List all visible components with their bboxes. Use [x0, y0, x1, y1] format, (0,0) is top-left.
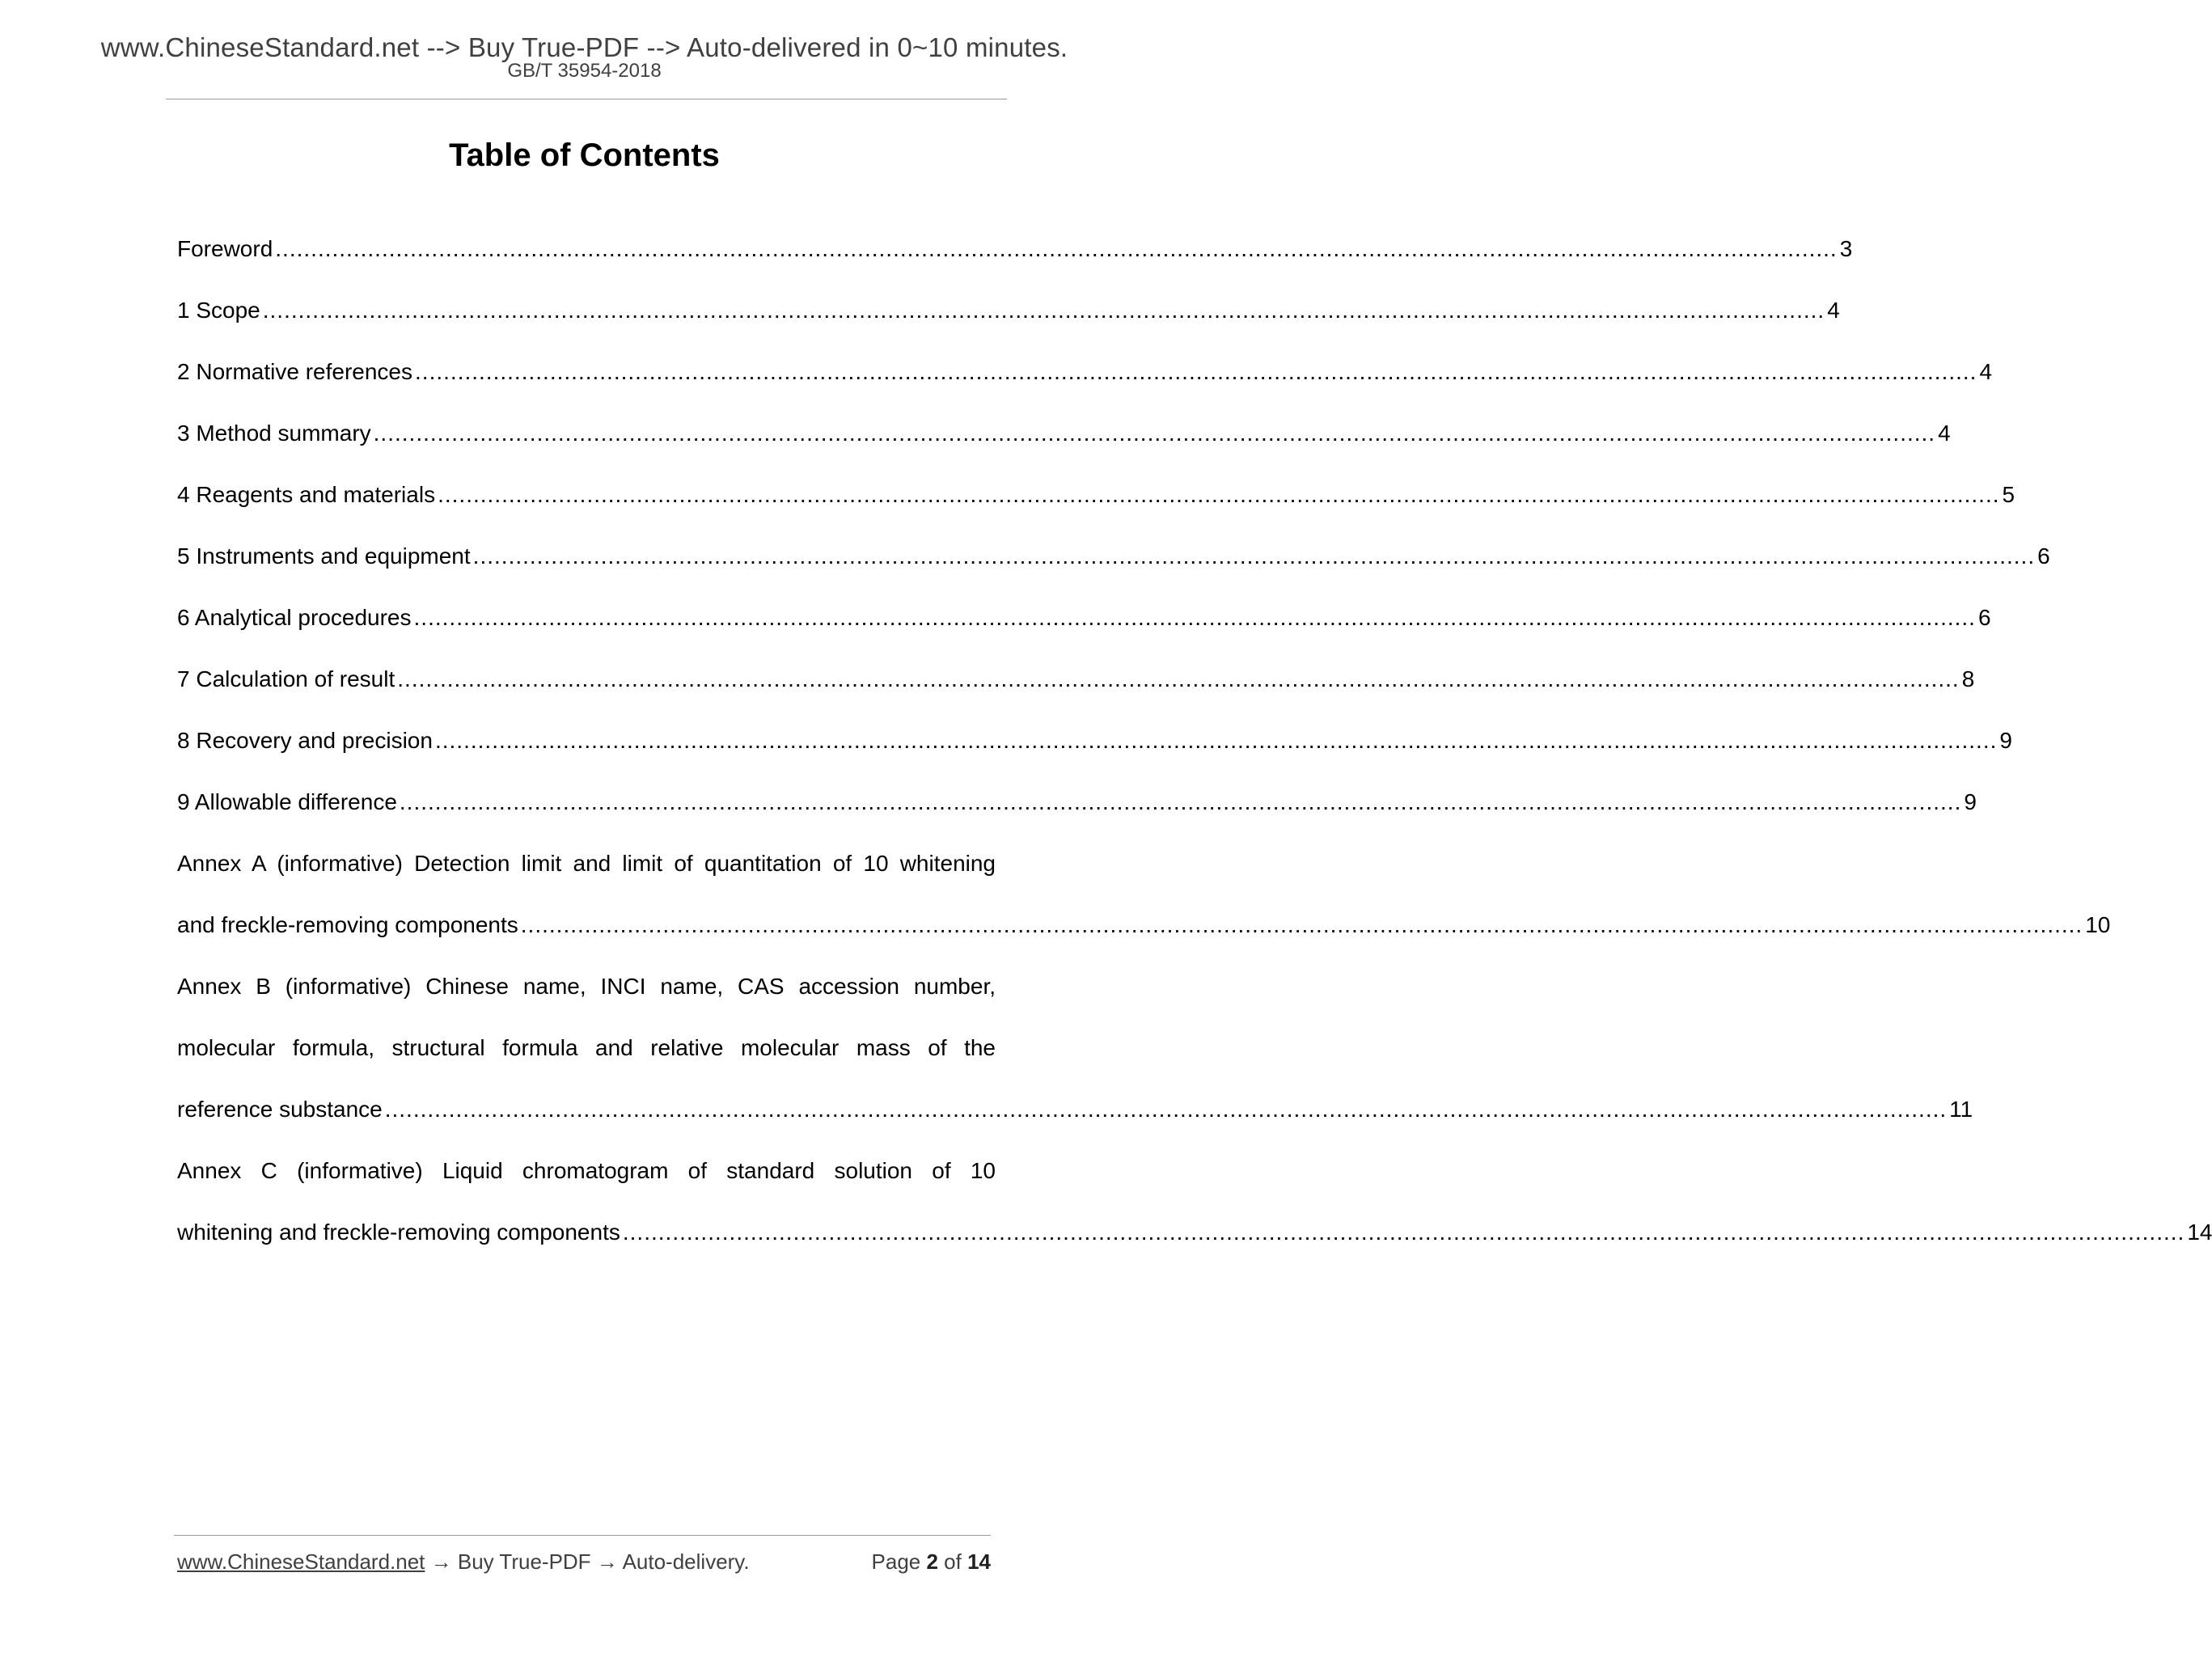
toc-annex-b-line-1[interactable]: Annex B (informative) Chinese name, INCI name, CAS accession number, [177, 974, 996, 999]
toc-annex-c-line-1[interactable]: Annex C (informative) Liquid chromatogram of standard solution of 10 [177, 1158, 996, 1183]
toc-entry-foreword[interactable]: Foreword ............................................................................................................................................................................................................................ 3 [177, 236, 1853, 261]
toc-entry-allowable-difference[interactable]: 9 Allowable difference ............................................................................................................................................................................................................................ 9 [177, 789, 1977, 814]
footer-divider [174, 1535, 991, 1536]
footer-left [177, 1549, 750, 1575]
toc-annex-a-line-1[interactable]: Annex A (informative) Detection limit and limit of quantitation of 10 whitening [177, 851, 996, 876]
total-pages: 14 [967, 1549, 991, 1574]
toc-title: Table of Contents [449, 137, 720, 173]
footer-tagline: → Buy True-PDF → Auto-delivery. [425, 1549, 750, 1574]
toc-entry-method-summary[interactable]: 3 Method summary ............................................................................................................................................................................................................................ 4 [177, 421, 1951, 446]
toc-entry-analytical-procedures[interactable]: 6 Analytical procedures ............................................................................................................................................................................................................................ 6 [177, 605, 1991, 630]
toc-entry-instruments[interactable]: 5 Instruments and equipment ............................................................................................................................................................................................................................ 6 [177, 543, 2050, 569]
current-page: 2 [926, 1549, 938, 1574]
table-of-contents [177, 228, 2212, 1273]
toc-annex-a-line-2[interactable]: and freckle-removing components ............................................................................................................................................................................................................................ 10 [177, 912, 2111, 937]
toc-entry-scope[interactable]: 1 Scope ............................................................................................................................................................................................................................ 4 [177, 298, 1840, 323]
toc-entry-reagents[interactable]: 4 Reagents and materials ............................................................................................................................................................................................................................ 5 [177, 482, 2015, 507]
document-code: GB/T 35954-2018 [507, 60, 662, 82]
footer-site-link[interactable]: www.ChineseStandard.net [177, 1549, 425, 1574]
toc-annex-b-line-2[interactable]: molecular formula, structural formula and relative molecular mass of the [177, 1035, 996, 1060]
page-footer [177, 1549, 991, 1575]
toc-annex-c-line-2[interactable]: whitening and freckle-removing components ............................................................................................................................................................................................................................ 14 [177, 1220, 2212, 1245]
toc-annex-b-line-3[interactable]: reference substance ............................................................................................................................................................................................................................ 11 [177, 1097, 1973, 1122]
top-banner: www.ChineseStandard.net --> Buy True-PDF --> Auto-delivered in 0~10 minutes. [100, 32, 1068, 62]
page-indicator: Page 2 of 14 [871, 1549, 991, 1574]
toc-entry-normative-references[interactable]: 2 Normative references ............................................................................................................................................................................................................................ 4 [177, 359, 1993, 384]
toc-entry-recovery[interactable]: 8 Recovery and precision ............................................................................................................................................................................................................................ 9 [177, 728, 2012, 753]
toc-entry-calculation[interactable]: 7 Calculation of result ............................................................................................................................................................................................................................ 8 [177, 666, 1975, 691]
